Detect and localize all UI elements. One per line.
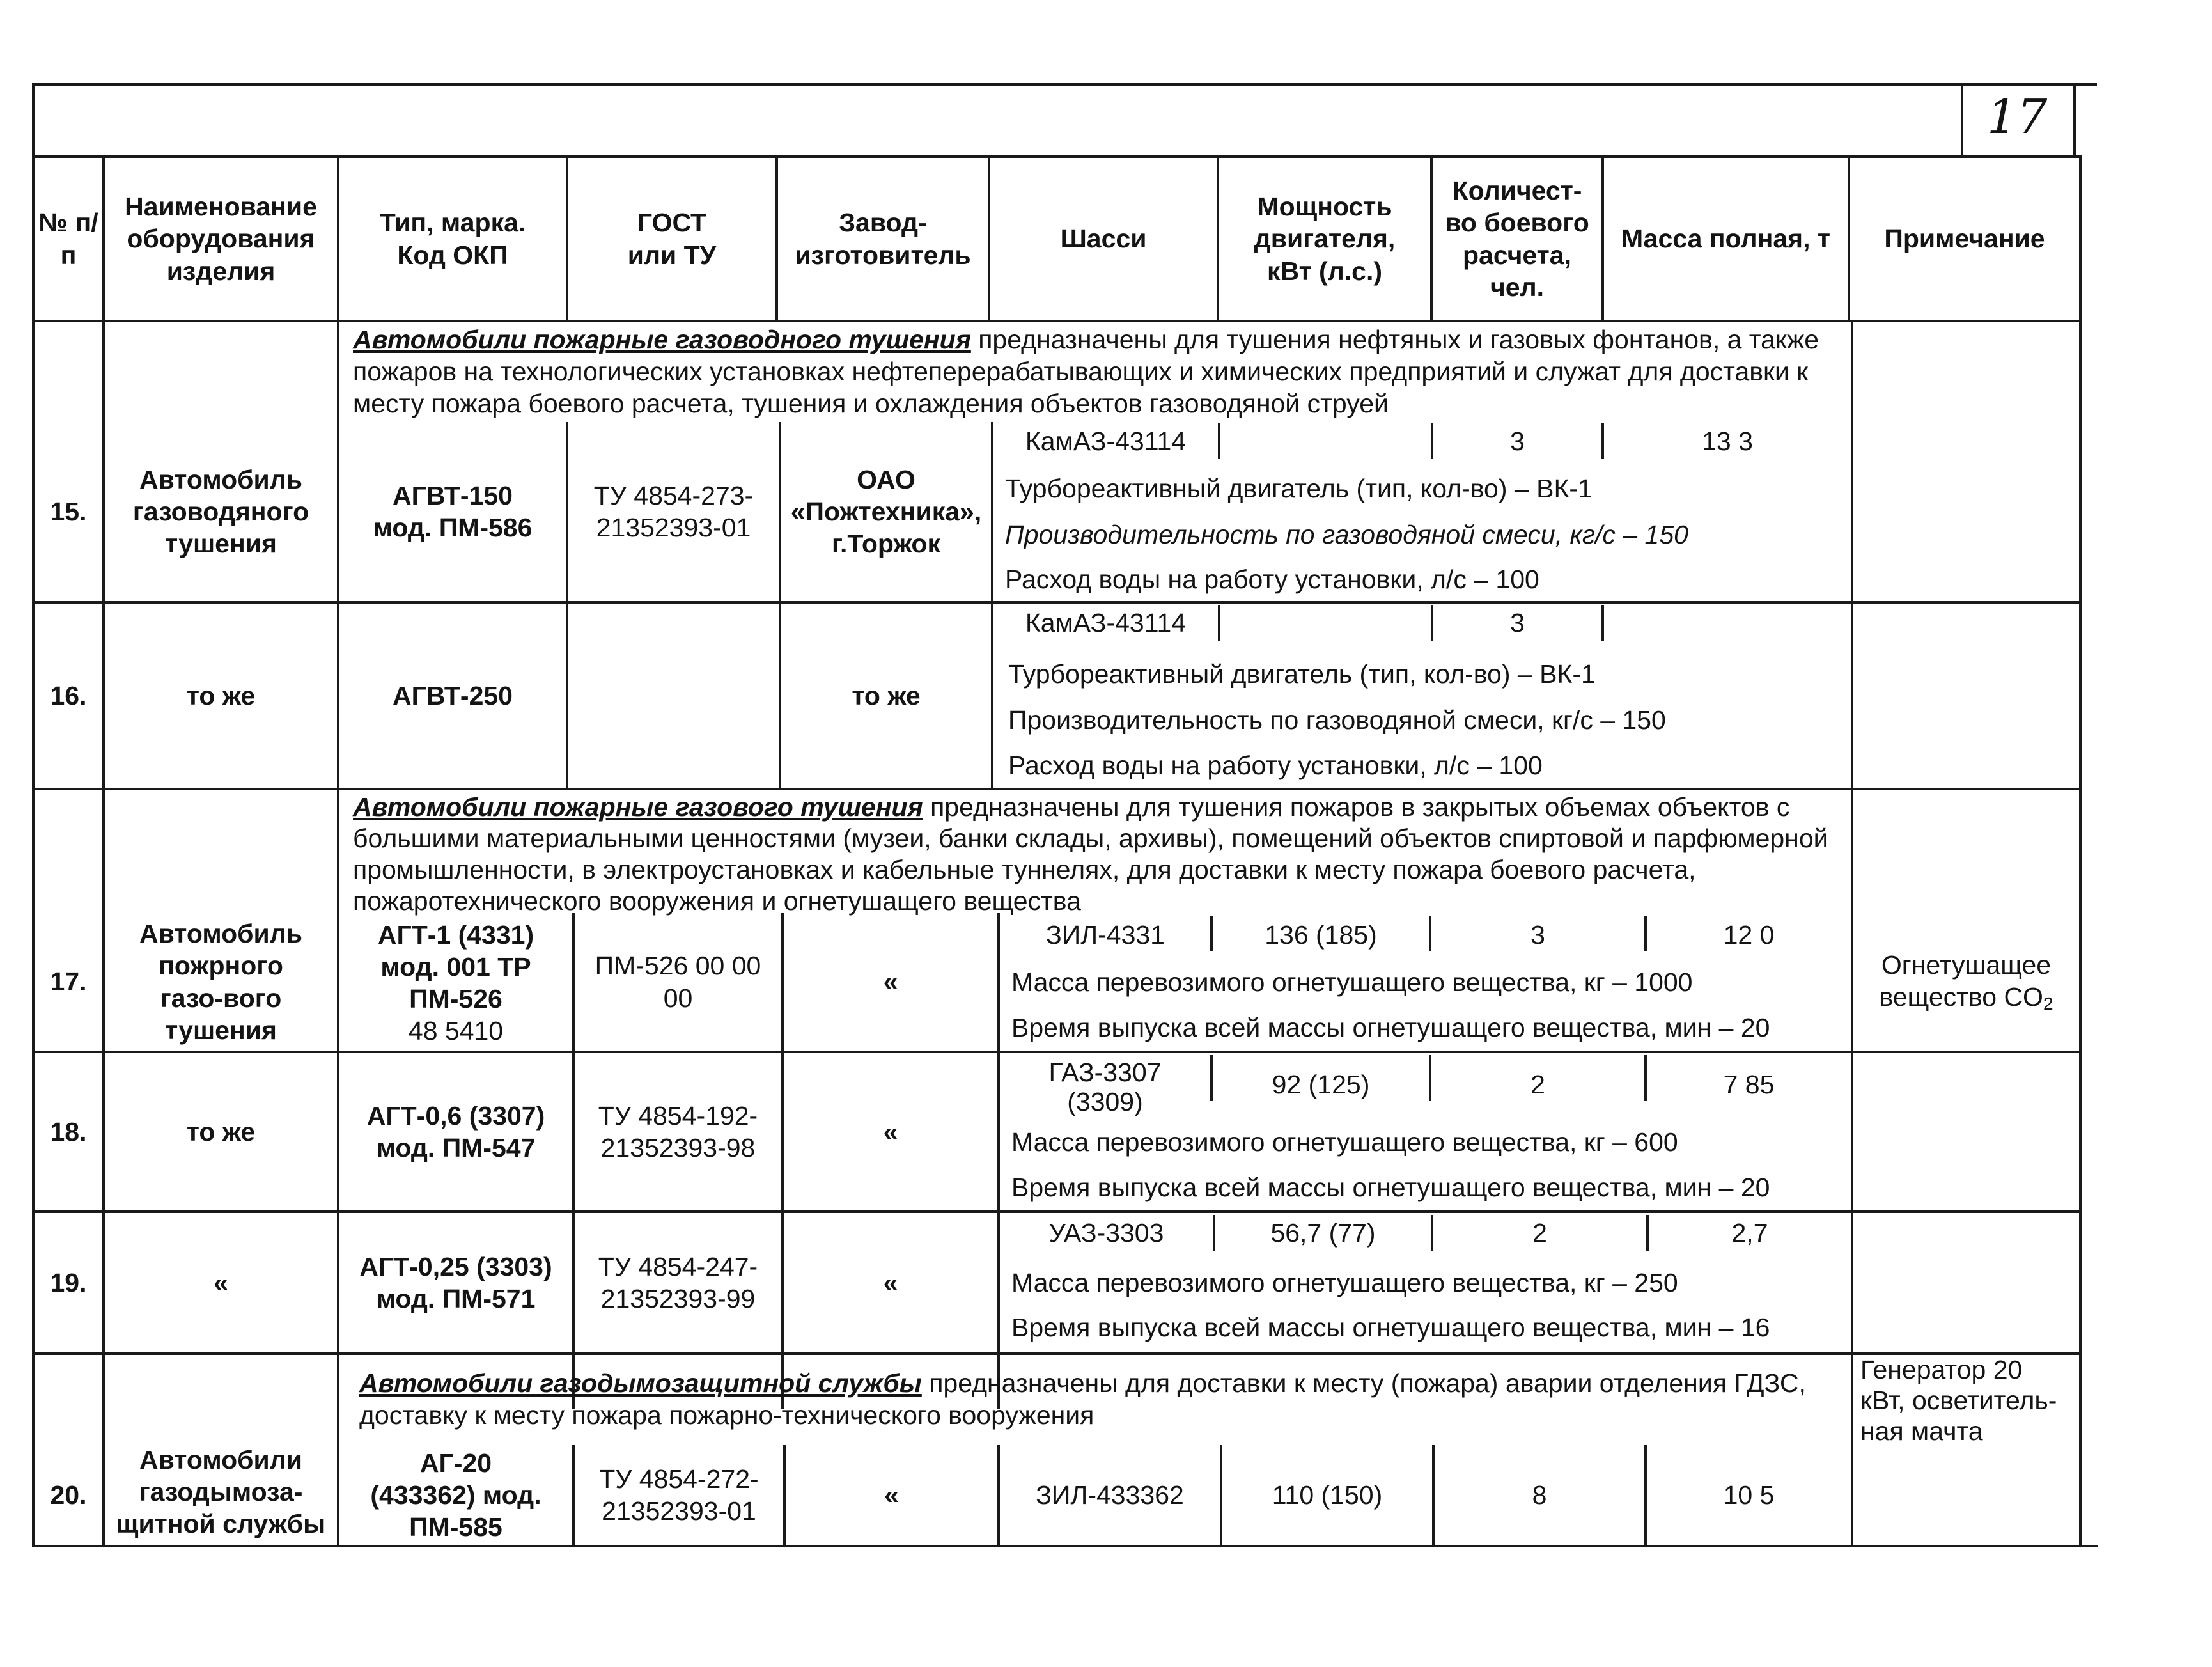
rule [32, 83, 2097, 86]
header-power: Мощность двигателя, кВт (л.с.) [1254, 192, 1396, 286]
group-title: Автомобили пожарные газового тушения [353, 792, 923, 822]
row-15-chassis: КамАЗ-43114 [1025, 426, 1187, 456]
row-17-gost: ПМ-526 00 00 00 [595, 951, 761, 1013]
row-19-num: 19. [50, 1267, 87, 1297]
row-17-power: 136 (185) [1265, 920, 1377, 950]
row-16-crew: 3 [1510, 607, 1525, 638]
row-20-power: 110 (150) [1272, 1480, 1383, 1510]
row-18-power: 92 (125) [1272, 1069, 1370, 1099]
rule [1961, 83, 1963, 157]
row-16-chassis: КамАЗ-43114 [1025, 607, 1187, 638]
row-15-gost: ТУ 4854-273-21352393-01 [593, 480, 754, 542]
row-20-mass: 10 5 [1723, 1480, 1775, 1510]
row-19-gost: ТУ 4854-247-21352393-99 [598, 1251, 758, 1313]
row-16-num: 16. [50, 680, 87, 710]
row-16-name: то же [186, 680, 256, 710]
row-17-note-text: Огнетушащее вещество CO [1879, 950, 2052, 1012]
row-20-gost: ТУ 4854-272-21352393-01 [599, 1464, 759, 1526]
row-19-crew: 2 [1532, 1217, 1547, 1248]
row-17-type-code: 48 5410 [408, 1016, 504, 1046]
row-16-detail-1: Турбореактивный двигатель (тип, кол-во) – ВК-1 [1008, 659, 1596, 689]
row-18-maker: « [883, 1116, 898, 1147]
group-description-gas [353, 792, 1842, 917]
header-maker: Завод-изготовитель [795, 208, 971, 270]
row-16-detail-3: Расход воды на работу установки, л/с – 100 [1008, 751, 1543, 780]
row-16-type: АГВТ-250 [392, 680, 513, 710]
row-19-power: 56,7 (77) [1270, 1217, 1376, 1248]
row-20-crew: 8 [1532, 1480, 1547, 1510]
header-mass: Масса полная, т [1621, 224, 1830, 254]
group-title: Автомобили газодымозащитной службы [359, 1368, 922, 1398]
row-16-maker: то же [852, 680, 921, 710]
header-crew: Количест-во боевого расчета, чел. [1445, 176, 1589, 302]
row-18-name: то же [186, 1116, 256, 1147]
tick [1218, 605, 1220, 641]
row-19-detail-1: Масса перевозимого огнетушащего вещества, кг – 250 [1011, 1268, 1678, 1297]
row-20-chassis: ЗИЛ-433362 [1036, 1480, 1184, 1510]
row-17-detail-1: Масса перевозимого огнетушащего вещества, кг – 1000 [1011, 967, 1693, 997]
row-16-detail-2: Производительность по газоводяной смеси, кг/с – 150 [1008, 705, 1666, 735]
row-15-detail-2: Производительность по газоводяной смеси, кг/с – 150 [1005, 520, 1688, 549]
row-18-chassis: ГАЗ-3307 (3309) [1048, 1058, 1162, 1116]
row-17-note [1853, 913, 2079, 1051]
row-17-detail-2: Время выпуска всей массы огнетушащего вещества, мин – 20 [1011, 1013, 1770, 1042]
header-num: № п/п [38, 208, 98, 270]
rule [2079, 157, 2082, 1547]
header-name: Наименование оборудования изделия [125, 192, 317, 286]
group-text: предназначены для тушения нефтяных и газовых фонтанов, а также пожаров на технологических установках нефтеперерабатывающих и химических предприятий и служат для доставки к месту пожара боевого расчета, тушения и охлаждения объектов газоводяной струей [353, 325, 1819, 418]
row-15-crew: 3 [1510, 426, 1525, 456]
header-gost: ГОСТ или ТУ [627, 208, 717, 270]
row-17-type-name: АГТ-1 (4331) мод. 001 ТР ПМ-526 [377, 920, 534, 1014]
row-20-type: АГ-20 (433362) мод. ПМ-585 [370, 1448, 541, 1542]
rule [566, 602, 568, 788]
row-18-detail-2: Время выпуска всей массы огнетушащего вещества, мин – 20 [1011, 1173, 1770, 1202]
rule [997, 913, 1000, 1409]
group-text: предназначены для доставки к месту (пожара) аварии отделения ГДЗС, доставку к месту пожара пожарно-технического вооружения [359, 1368, 1806, 1430]
header-chassis: Шасси [1060, 224, 1147, 254]
header-type: Тип, марка. Код ОКП [379, 208, 526, 270]
row-19-maker: « [883, 1267, 898, 1297]
row-15-detail-3: Расход воды на работу установки, л/с – 100 [1005, 565, 1539, 594]
row-15-power [1220, 425, 1431, 458]
row-17-name: Автомобиль пожрного газо-вого тушения [139, 919, 302, 1045]
row-17-note-subscript: 2 [2043, 993, 2053, 1014]
row-19-type: АГТ-0,25 (3303) мод. ПМ-571 [359, 1251, 552, 1313]
row-19-mass: 2,7 [1731, 1217, 1768, 1248]
row-20-num: 20. [50, 1480, 87, 1510]
rule [32, 1545, 2098, 1547]
row-15-maker: ОАО «Пожтехника», г.Торжок [790, 464, 982, 558]
row-20-maker: « [884, 1480, 899, 1510]
row-18-num: 18. [50, 1116, 87, 1147]
row-17-chassis: ЗИЛ-4331 [1045, 920, 1165, 950]
row-19-detail-2: Время выпуска всей массы огнетушащего вещества, мин – 16 [1011, 1313, 1770, 1342]
header-note: Примечание [1884, 224, 2045, 254]
row-17-crew: 3 [1530, 920, 1545, 950]
group-text: предназначены для тушения пожаров в закрытых объемах объектов с большими материальными ценностями (музеи, банки склады, архивы), помещений объектов спиртовой и парфюмерной промышленности, в электроустановках и кабельные туннелях, для доставки к месту пожара боевого расчета, пожаротехнического вооружения и огнетушащего вещества [353, 792, 1828, 916]
group-description-gas-water [353, 324, 1836, 419]
row-18-detail-1: Масса перевозимого огнетушащего вещества, кг – 600 [1011, 1127, 1678, 1157]
row-15-num: 15. [50, 496, 87, 526]
row-17-mass: 12 0 [1723, 920, 1775, 950]
row-17-num: 17. [50, 967, 87, 997]
row-15-detail-1: Турбореактивный двигатель (тип, кол-во) – ВК-1 [1005, 474, 1593, 503]
row-18-gost: ТУ 4854-192-21352393-98 [598, 1100, 758, 1162]
row-15-mass: 13 3 [1702, 426, 1753, 456]
row-18-mass: 7 85 [1723, 1069, 1775, 1099]
row-15-type: АГВТ-150 мод. ПМ-586 [373, 480, 533, 542]
row-20-note: Генератор 20 кВт, осветитель-ная мачта [1860, 1355, 2057, 1446]
tick [1601, 605, 1604, 641]
row-17-maker: « [883, 967, 898, 997]
rule [2073, 83, 2076, 157]
group-title: Автомобили пожарные газоводного тушения [353, 325, 971, 354]
row-15-name: Автомобиль газоводяного тушения [132, 464, 309, 558]
row-19-chassis: УАЗ-3303 [1048, 1217, 1164, 1248]
group-description-gdzs [359, 1367, 1842, 1431]
page-number: 17 [1987, 90, 2048, 145]
row-18-crew: 2 [1530, 1069, 1545, 1099]
row-19-name: « [214, 1267, 228, 1297]
row-17-type [339, 916, 572, 1050]
row-18-type: АГТ-0,6 (3307) мод. ПМ-547 [366, 1100, 545, 1162]
row-20-name: Автомобили газодымоза-щитной службы [116, 1444, 326, 1538]
